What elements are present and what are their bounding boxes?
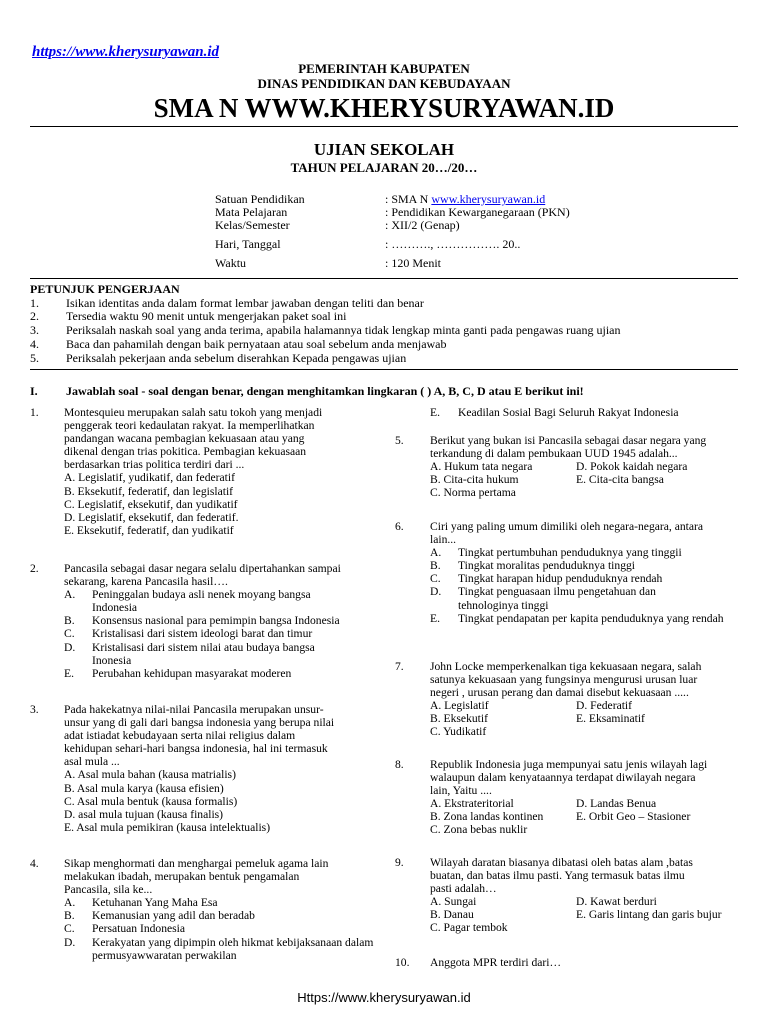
option-c[interactable]: C. Tingkat harapan hidup penduduknya rendah (430, 572, 663, 586)
option-b[interactable]: B. Eksekutif, federatif, dan legislatif (64, 484, 234, 498)
option-b[interactable]: B. Cita-cita hukum (430, 473, 519, 487)
option-a[interactable]: A. Asal mula bahan (kausa matrialis) (64, 768, 236, 782)
option-d[interactable]: D. Landas Benua (576, 797, 657, 811)
instructions-divider (30, 369, 738, 370)
header-divider (30, 126, 738, 127)
option-c[interactable]: C. Asal mula bentuk (kausa formalis) (64, 794, 238, 808)
option-a[interactable]: A. Sungai (430, 895, 477, 909)
option-b[interactable]: B. Eksekutif (430, 712, 488, 726)
option-c[interactable]: C. Zona bebas nuklir (430, 823, 528, 837)
academic-year: TAHUN PELAJARAN 20…/20… (290, 160, 478, 175)
footer-url: Https://www.kherysuryawan.id (297, 990, 471, 1005)
option-c[interactable]: C. Yudikatif (430, 725, 487, 739)
question-8: 8. Republik Indonesia juga mempunyai satu jenis wilayah lagi walaupun dalam kenyataannya terdapat diwilayah negara lain, Yaitu .... A. Ekstrateritorial D. Landas Benua B. Zona landas kontinen E. Orbit Geo – Stasioner C. Zona bebas nuklir (395, 758, 708, 837)
info-value: : SMA N www.kherysuryawan.id (385, 192, 546, 206)
option-d[interactable]: D. Legislatif, eksekutif, dan federatif. (64, 510, 239, 524)
government-heading: PEMERINTAH KABUPATEN (298, 61, 470, 76)
question-9: 9. Wilayah daratan biasanya dibatasi oleh batas alam ,batas buatan, dan batas ilmu pasti. Yang termasuk batas ilmu pasti adalah… A. Sungai D. Kawat berduri B. Danau E. Garis lintang dan garis bujur C. Pagar tembok (395, 856, 722, 935)
option-e[interactable]: E. Cita-cita bangsa (576, 473, 664, 487)
option-c[interactable]: C. Legislatif, eksekutif, dan yudikatif (64, 497, 238, 511)
option-d[interactable]: D. Kawat berduri (576, 895, 657, 909)
question-2: 2. Pancasila sebagai dasar negara selalu dipertahankan sampai sekarang, karena Pancasila hasil…. A. Peninggalan budaya asli nenek moyang bangsa Indonesia B. Konsensus nasional para pemimpin bangsa Indonesia C. Kristalisasi dari sistem ideologi barat dan timur D. Kristalisasi dari sistem nilai atau budaya bangsa Inonesia E. Perubahan kehidupan masyarakat moderen (30, 562, 380, 680)
option-a[interactable]: A. Legislatif, yudikatif, dan federatif (64, 471, 235, 485)
option-d[interactable]: D. Federatif (576, 699, 633, 713)
question-1: 1. Montesquieu merupakan salah satu tokoh yang menjadi penggerak teori kedaulatan rakyat. Ia memperlihatkan pandangan wacana pembagian kekuasaan atau yang dikenal dengan trias pokitica. Pembagian kekuasaan berdasarkan trias politica terdiri dari ... A. Legislatif, yudikatif, dan federatif B. Eksekutif, federatif, dan legislatif C. Legislatif, eksekutif, dan yudikatif D. Legislatif, eksekutif, dan federatif. E. Eksekutif, federatif, dan yudikatif (30, 406, 380, 537)
option-e[interactable]: E. Garis lintang dan garis bujur (576, 908, 722, 922)
option-e[interactable]: E. Eksekutif, federatif, dan yudikatif (64, 523, 234, 537)
department-heading: DINAS PENDIDIKAN DAN KEBUDAYAAN (257, 76, 511, 91)
info-divider (30, 278, 738, 279)
info-value: : ………., ……………. 20.. (385, 237, 521, 251)
question-7: 7. John Locke memperkenalkan tiga kekuasaan negara, salah satunya kekuasaan yang fungsinya mengurusi urusan luar negeri , urusan perang dan damai disebut kekuasaan ..... A. Legislatif D. Federatif B. Eksekutif E. Eksaminatif C. Yudikatif (395, 660, 702, 739)
option-a[interactable]: A. Ketuhanan Yang Maha Esa (64, 896, 218, 910)
school-website-link[interactable]: www.kherysuryawan.id (431, 192, 546, 206)
option-d[interactable]: D. Kristalisasi dari sistem nilai atau budaya bangsa Inonesia (64, 640, 315, 667)
info-value: : XII/2 (Genap) (385, 218, 460, 232)
instructions-title: PETUNJUK PENGERJAAN (30, 282, 180, 296)
school-name: SMA N WWW.KHERYSURYAWAN.ID (153, 93, 615, 123)
option-a[interactable]: A. Peninggalan budaya asli nenek moyang bangsa Indonesia (64, 588, 311, 615)
option-a[interactable]: A. Tingkat pertumbuhan penduduknya yang tinggii (430, 546, 682, 560)
option-a[interactable]: A. Legislatif (430, 699, 489, 713)
exam-title: UJIAN SEKOLAH (313, 140, 455, 159)
question-5: 5. Berikut yang bukan isi Pancasila sebagai dasar negara yang terkandung di dalam pembukaan UUD 1945 adalah... A. Hukum tata negara D. Pokok kaidah negara B. Cita-cita hukum E. Cita-cita bangsa C. Norma pertama (395, 434, 707, 500)
option-d[interactable]: D. Tingkat penguasaan ilmu pengetahuan dan tehnologinya tinggi (430, 585, 656, 612)
option-a[interactable]: A. Hukum tata negara (430, 460, 533, 474)
option-d[interactable]: D. asal mula tujuan (kausa finalis) (64, 807, 224, 821)
info-value: : Pendidikan Kewarganegaraan (PKN) (385, 205, 570, 219)
option-b[interactable]: B. Kemanusian yang adil dan beradab (64, 909, 255, 923)
info-label: Satuan Pendidikan (215, 192, 305, 206)
option-b[interactable]: B. Danau (430, 908, 474, 922)
option-c[interactable]: C. Persatuan Indonesia (64, 922, 186, 936)
option-d[interactable]: D. Pokok kaidah negara (576, 460, 688, 474)
option-a[interactable]: A. Ekstrateritorial (430, 797, 514, 811)
top-website-link[interactable]: https://www.kherysuryawan.id (32, 44, 219, 60)
option-c[interactable]: C. Pagar tembok (430, 921, 508, 935)
question-4-option-e[interactable]: E. Keadilan Sosial Bagi Seluruh Rakyat Indonesia (430, 406, 679, 419)
option-e[interactable]: E. Eksaminatif (576, 712, 645, 726)
info-value: : 120 Menit (385, 256, 441, 270)
question-3: 3. Pada hakekatnya nilai-nilai Pancasila merupakan unsur- unsur yang di gali dari bangsa indonesia yang berupa nilai adat istiadat kebudayaan serta nilai religius dalam kehidupan sehari-hari bangsa indonesia, hal ini termasuk asal mula ... A. Asal mula bahan (kausa matrialis) B. Asal mula karya (kausa efisien) C. Asal mula bentuk (kausa formalis) D. asal mula tujuan (kausa finalis) E. Asal mula pemikiran (kausa intelektualis) (30, 703, 380, 834)
option-e[interactable]: E. Perubahan kehidupan masyarakat moderen (64, 666, 292, 680)
info-label: Hari, Tanggal (215, 237, 281, 251)
option-e[interactable]: E. Orbit Geo – Stasioner (576, 810, 691, 824)
option-c[interactable]: C. Kristalisasi dari sistem ideologi barat dan timur (64, 627, 313, 641)
option-b[interactable]: B. Konsensus nasional para pemimpin bangsa Indonesia (64, 614, 340, 628)
option-b[interactable]: B. Tingkat moralitas penduduknya tinggi (430, 559, 636, 573)
info-label: Waktu (215, 256, 247, 270)
option-b[interactable]: B. Asal mula karya (kausa efisien) (64, 781, 224, 795)
question-6: 6. Ciri yang paling umum dimiliki oleh negara-negara, antara lain... A. Tingkat pertumbuhan penduduknya yang tinggii B. Tingkat moralitas penduduknya tinggi C. Tingkat harapan hidup penduduknya rendah D. Tingkat penguasaan ilmu pengetahuan dan tehnologinya tinggi E. Tingkat pendapatan per kapita penduduknya yang rendah (395, 520, 755, 625)
option-d[interactable]: D. Kerakyatan yang dipimpin oleh hikmat kebijaksanaan dalam permusyawwaratan perwakilan (64, 935, 374, 962)
info-label: Mata Pelajaran (215, 205, 288, 219)
info-label: Kelas/Semester (215, 218, 290, 232)
option-e[interactable]: E. Asal mula pemikiran (kausa intelektualis) (64, 820, 271, 834)
option-e[interactable]: E. Tingkat pendapatan per kapita penduduknya yang rendah (430, 611, 724, 625)
option-c[interactable]: C. Norma pertama (430, 486, 516, 500)
question-4: 4. Sikap menghormati dan menghargai pemeluk agama lain melakukan ibadah, merupakan bentuk pengamalan Pancasila, sila ke... A. Ketuhanan Yang Maha Esa B. Kemanusian yang adil dan beradab C. Persatuan Indonesia D. Kerakyatan yang dipimpin oleh hikmat kebijaksanaan dalam permusyawwaratan perwakilan (30, 857, 380, 962)
question-10: 10. Anggota MPR terdiri dari… (395, 956, 562, 969)
option-b[interactable]: B. Zona landas kontinen (430, 810, 544, 824)
